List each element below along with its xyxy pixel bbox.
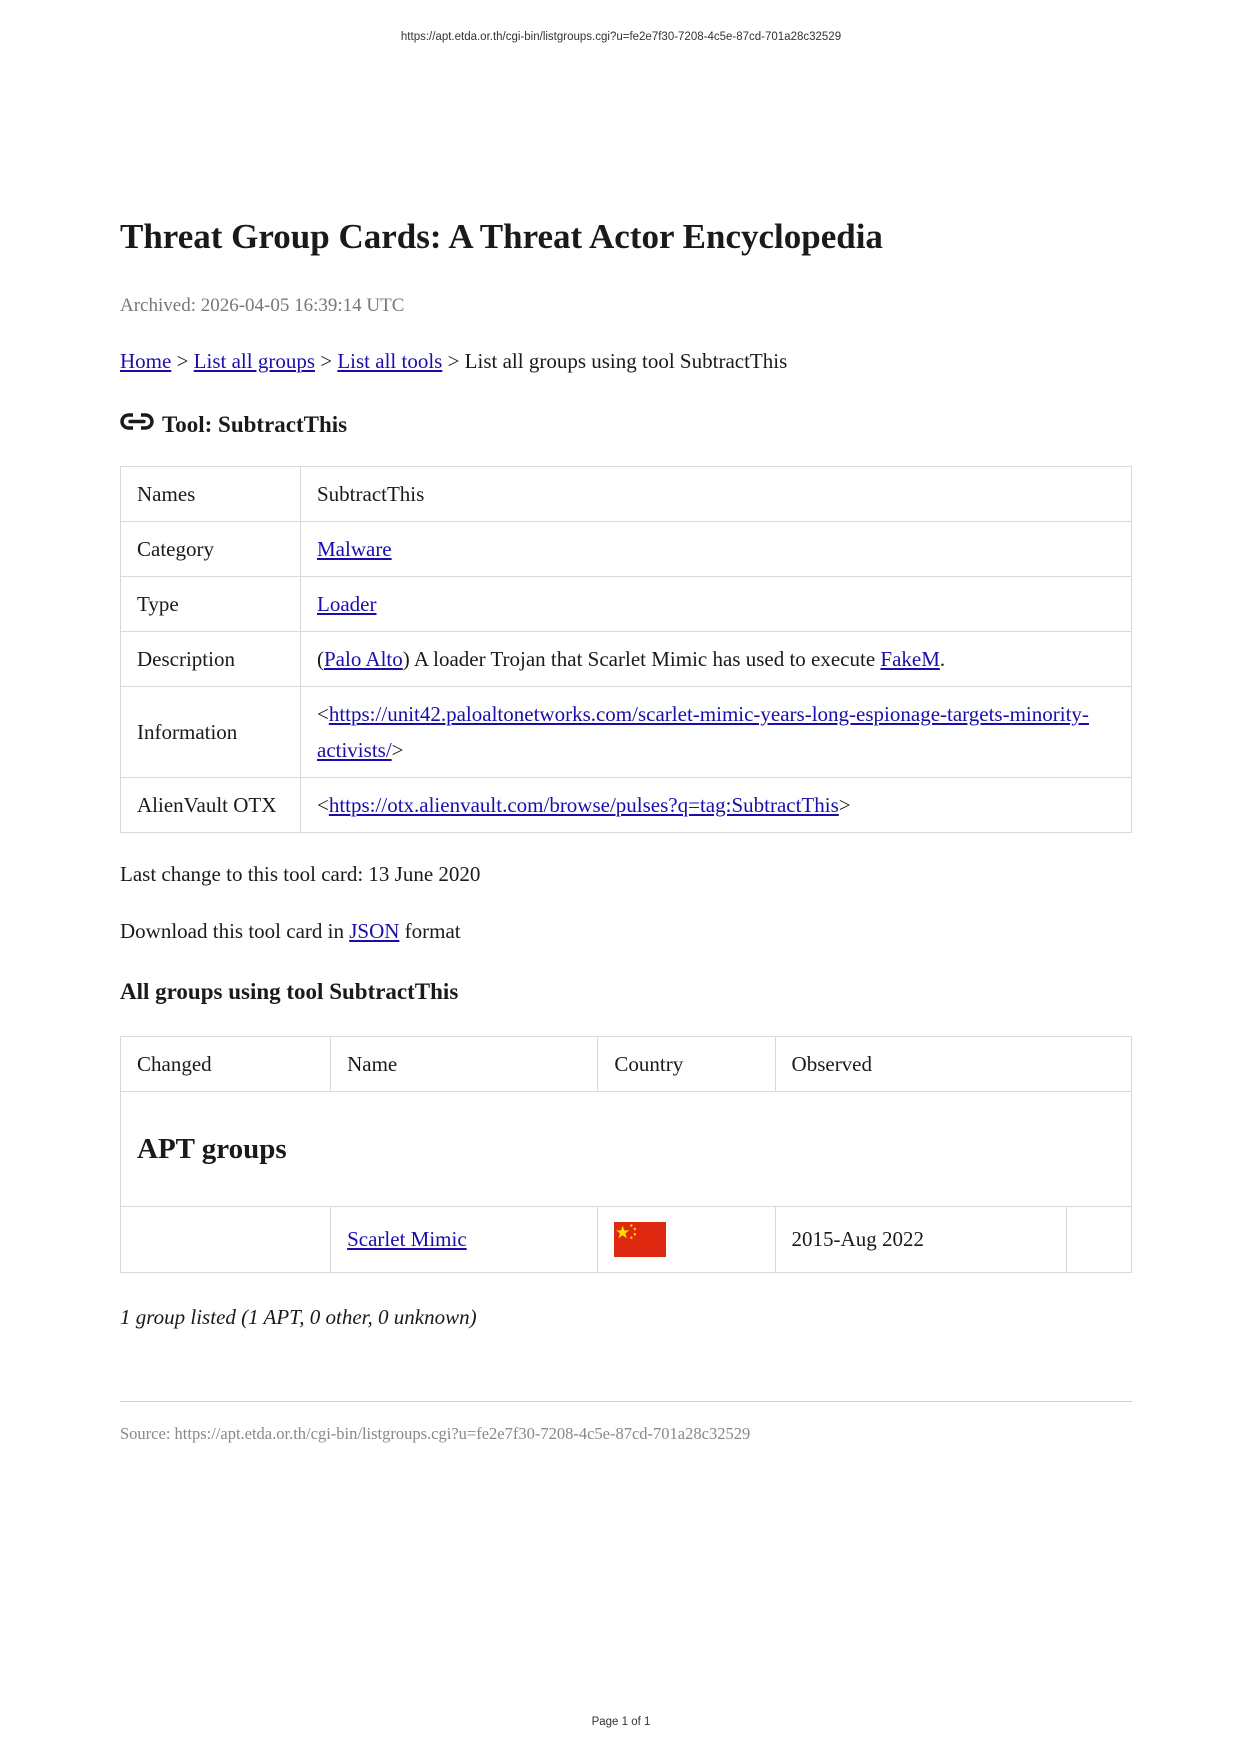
otx-link[interactable]: https://otx.alienvault.com/browse/pulses?q=tag:SubtractThis xyxy=(328,793,839,817)
type-cell xyxy=(301,577,1132,632)
table-row xyxy=(121,522,1132,577)
table-row xyxy=(121,577,1132,632)
description-period: . xyxy=(939,647,946,671)
table-row xyxy=(121,1207,1132,1273)
header-observed: Observed xyxy=(775,1037,1131,1092)
tool-heading-text: Tool: SubtractThis xyxy=(162,412,348,437)
main-content xyxy=(120,210,1132,1445)
description-cell xyxy=(301,632,1132,687)
information-label: Information xyxy=(121,687,301,778)
section-title: APT groups xyxy=(137,1132,287,1165)
table-header-row xyxy=(121,1037,1132,1092)
breadcrumb-current: > List all groups using tool SubtractThis xyxy=(442,349,788,373)
otx-label: AlienVault OTX xyxy=(121,778,301,833)
changed-cell xyxy=(121,1207,331,1273)
breadcrumb-home-link[interactable]: Home xyxy=(120,349,172,373)
print-header-url: https://apt.etda.or.th/cgi-bin/listgroups.cgi?u=fe2e7f30-7208-4c5e-87cd-701a28c32529 xyxy=(400,31,842,43)
type-link[interactable]: Loader xyxy=(317,592,377,616)
description-source-link[interactable]: Palo Alto xyxy=(324,647,403,671)
link-icon xyxy=(120,412,154,432)
information-link[interactable]: https://unit42.paloaltonetworks.com/scarlet-mimic-years-long-espionage-targets-minority-activists/ xyxy=(317,702,1089,762)
china-flag-icon xyxy=(614,1222,666,1257)
download-text: Download this tool card in xyxy=(120,919,350,943)
breadcrumb-tools-link[interactable]: List all tools xyxy=(337,349,443,373)
names-value: SubtractThis xyxy=(301,467,1132,522)
last-change-text: Last change to this tool card: 13 June 2020 xyxy=(120,862,481,886)
source-url: Source: https://apt.etda.or.th/cgi-bin/listgroups.cgi?u=fe2e7f30-7208-4c5e-87cd-701a28c32529 xyxy=(120,1424,751,1443)
section-cell xyxy=(121,1092,1132,1207)
download-format-text: format xyxy=(399,919,461,943)
table-row xyxy=(121,687,1132,778)
groups-heading: All groups using tool SubtractThis xyxy=(120,979,459,1004)
section-row xyxy=(121,1092,1132,1207)
description-label: Description xyxy=(121,632,301,687)
breadcrumb xyxy=(120,348,1132,374)
type-label: Type xyxy=(121,577,301,632)
download-line xyxy=(120,916,1132,946)
divider xyxy=(120,1401,1132,1402)
page-number: Page 1 of 1 xyxy=(591,1716,651,1728)
breadcrumb-separator: > xyxy=(171,349,194,373)
header-country: Country xyxy=(598,1037,775,1092)
group-name-link[interactable]: Scarlet Mimic xyxy=(347,1227,467,1251)
description-text: ) A loader Trojan that Scarlet Mimic has used to execute xyxy=(402,647,881,671)
breadcrumb-separator: > xyxy=(315,349,338,373)
header-name: Name xyxy=(331,1037,598,1092)
information-open-bracket: < xyxy=(317,702,329,726)
breadcrumb-groups-link[interactable]: List all groups xyxy=(193,349,315,373)
otx-close-bracket: > xyxy=(838,793,851,817)
category-label: Category xyxy=(121,522,301,577)
otx-cell xyxy=(301,778,1132,833)
tool-info-table xyxy=(120,466,1132,833)
information-close-bracket: > xyxy=(391,738,404,762)
table-row xyxy=(121,632,1132,687)
archived-timestamp: Archived: 2026-04-05 16:39:14 UTC xyxy=(120,295,405,316)
group-count-summary: 1 group listed (1 APT, 0 other, 0 unknown) xyxy=(120,1305,477,1329)
otx-open-bracket: < xyxy=(317,793,329,817)
description-open-paren: ( xyxy=(317,647,324,671)
observed-cell: 2015-Aug 2022 xyxy=(775,1207,1067,1273)
name-cell xyxy=(331,1207,598,1273)
table-row xyxy=(121,778,1132,833)
header-changed: Changed xyxy=(121,1037,331,1092)
category-link[interactable]: Malware xyxy=(317,537,392,561)
groups-table xyxy=(120,1036,1132,1273)
names-label: Names xyxy=(121,467,301,522)
country-cell xyxy=(598,1207,775,1273)
description-fakem-link[interactable]: FakeM xyxy=(880,647,940,671)
category-cell xyxy=(301,522,1132,577)
extra-cell xyxy=(1067,1207,1132,1273)
information-cell xyxy=(301,687,1132,778)
json-download-link[interactable]: JSON xyxy=(349,919,400,943)
page-title: Threat Group Cards: A Threat Actor Encyclopedia xyxy=(120,217,883,256)
table-row xyxy=(121,467,1132,522)
tool-heading xyxy=(120,410,1132,440)
